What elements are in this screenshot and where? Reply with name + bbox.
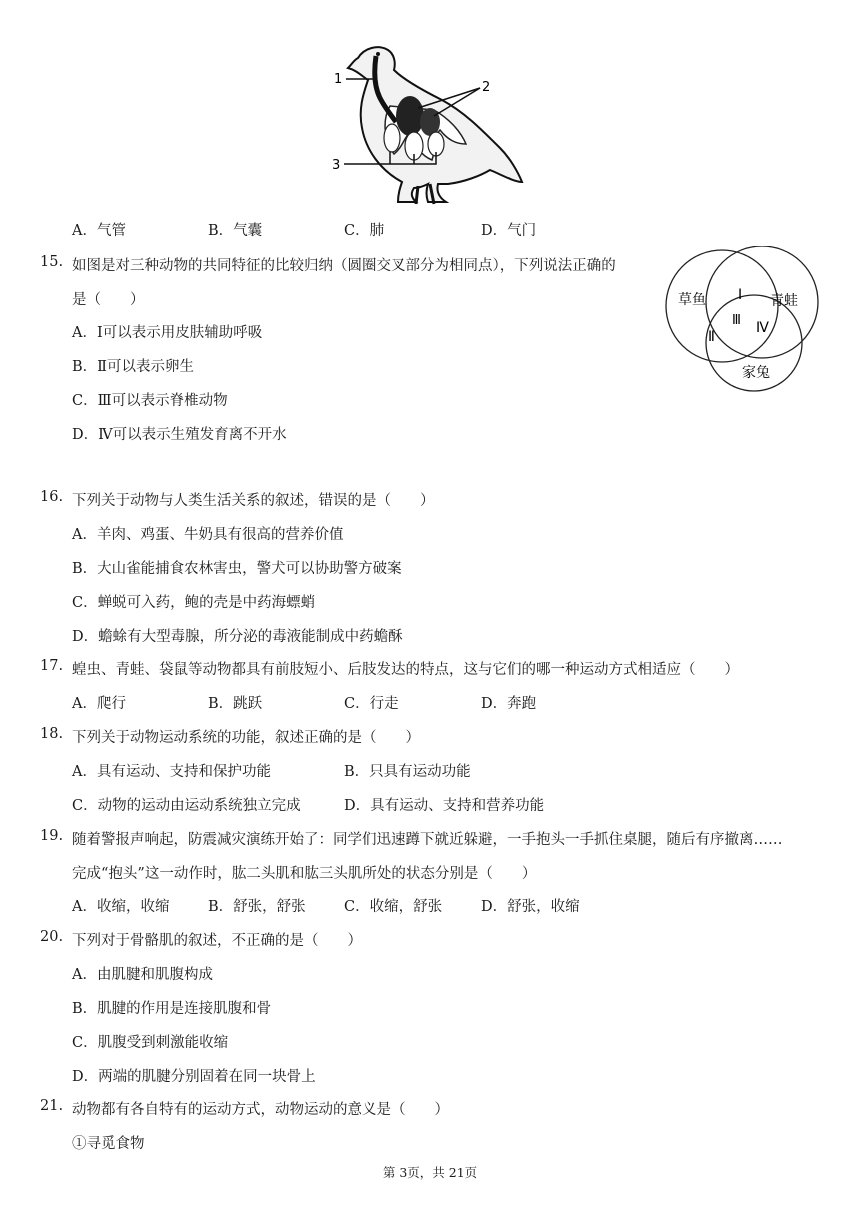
q17-option-a[interactable]: A．爬行: [72, 696, 126, 712]
q19-stem-line2: 完成“抱头”这一动作时，肱二头肌和肱三头肌所处的状态分别是（ ）: [72, 866, 537, 882]
q16-option-a[interactable]: A．羊肉、鸡蛋、牛奶具有很高的营养价值: [72, 527, 344, 543]
q18-stem: 下列关于动物运动系统的功能，叙述正确的是（ ）: [72, 730, 420, 746]
q21-stem: 动物都有各自特有的运动方式，动物运动的意义是（ ）: [72, 1102, 449, 1118]
q20-stem: 下列对于骨骼肌的叙述，不正确的是（ ）: [72, 933, 362, 949]
q14-option-b[interactable]: B．气囊: [208, 223, 263, 239]
q17-option-b[interactable]: B．跳跃: [208, 696, 263, 712]
q21-number: 21.: [40, 1098, 64, 1114]
q15-stem-line2: 是（ ）: [72, 292, 145, 308]
q20-option-d[interactable]: D．两端的肌腱分别固着在同一块骨上: [72, 1069, 316, 1085]
q18-option-a[interactable]: A．具有运动、支持和保护功能: [72, 764, 271, 780]
q15-number: 15.: [40, 254, 64, 270]
q19-option-a[interactable]: A．收缩，收缩: [72, 899, 170, 915]
q14-option-a[interactable]: A．气管: [72, 223, 126, 239]
venn-label-rabbit: 家兔: [742, 365, 770, 381]
q20-option-a[interactable]: A．由肌腱和肌腹构成: [72, 967, 213, 983]
q17-option-d[interactable]: D．奔跑: [481, 696, 537, 712]
q16-option-d[interactable]: D．蟾蜍有大型毒腺，所分泌的毒液能制成中药蟾酥: [72, 629, 403, 645]
label-1: 1: [334, 72, 343, 87]
venn-circle-frog: [706, 246, 818, 358]
q19-option-d[interactable]: D．舒张，收缩: [481, 899, 580, 915]
venn-diagram: [652, 246, 828, 402]
q17-number: 17.: [40, 658, 64, 674]
q18-number: 18.: [40, 726, 64, 742]
venn-label-grass-carp: 草鱼: [678, 292, 706, 308]
q15-stem-line1: 如图是对三种动物的共同特征的比较归纳（圆圈交叉部分为相同点），下列说法正确的: [72, 258, 616, 274]
q14-option-d[interactable]: D．气门: [481, 223, 537, 239]
q15-option-b[interactable]: B．Ⅱ可以表示卵生: [72, 359, 195, 375]
q19-number: 19.: [40, 828, 64, 844]
q15-option-c[interactable]: C．Ⅲ可以表示脊椎动物: [72, 393, 228, 409]
q15-option-d[interactable]: D．Ⅳ可以表示生殖发育离不开水: [72, 427, 287, 443]
venn-region-1: Ⅰ: [738, 287, 743, 303]
q19-stem-line1: 随着警报声响起，防震减灾演练开始了：同学们迅速蹲下就近躲避，一手抱头一手抓住桌腿，随后有序撤离……: [72, 832, 783, 848]
q17-stem: 蝗虫、青蛙、袋鼠等动物都具有前肢短小、后肢发达的特点，这与它们的哪一种运动方式相适应（ ）: [72, 662, 739, 678]
q20-option-b[interactable]: B．肌腱的作用是连接肌腹和骨: [72, 1001, 272, 1017]
q16-option-b[interactable]: B．大山雀能捕食农林害虫，警犬可以协助警方破案: [72, 561, 402, 577]
q16-option-c[interactable]: C．蝉蜕可入药，鲍的壳是中药海螵蛸: [72, 595, 316, 611]
bird-eye: [376, 52, 380, 56]
q19-option-c[interactable]: C．收缩，舒张: [344, 899, 443, 915]
q15-option-a[interactable]: A．Ⅰ可以表示用皮肤辅助呼吸: [72, 325, 263, 341]
q20-number: 20.: [40, 929, 64, 945]
bird-respiratory-figure: [330, 36, 530, 208]
q17-option-c[interactable]: C．行走: [344, 696, 399, 712]
q18-option-d[interactable]: D．具有运动、支持和营养功能: [344, 798, 545, 814]
venn-region-2: Ⅱ: [708, 329, 715, 345]
label-2: 2: [482, 80, 491, 95]
venn-region-3: Ⅲ: [732, 313, 741, 328]
q21-item-1: ①寻觅食物: [72, 1136, 145, 1152]
q19-option-b[interactable]: B．舒张，舒张: [208, 899, 306, 915]
page-footer: 第 3页，共 21页: [382, 1165, 478, 1180]
venn-region-4: Ⅳ: [756, 320, 769, 336]
q16-stem: 下列关于动物与人类生活关系的叙述，错误的是（ ）: [72, 493, 435, 509]
label-3: 3: [332, 158, 341, 173]
q16-number: 16.: [40, 489, 64, 505]
q18-option-b[interactable]: B．只具有运动功能: [344, 764, 471, 780]
lung-shape: [396, 96, 424, 136]
air-sac-shape: [384, 124, 400, 152]
q18-option-c[interactable]: C．动物的运动由运动系统独立完成: [72, 798, 301, 814]
q20-option-c[interactable]: C．肌腹受到刺激能收缩: [72, 1035, 229, 1051]
q14-option-c[interactable]: C．肺: [344, 223, 385, 239]
venn-label-frog: 青蛙: [770, 293, 798, 309]
